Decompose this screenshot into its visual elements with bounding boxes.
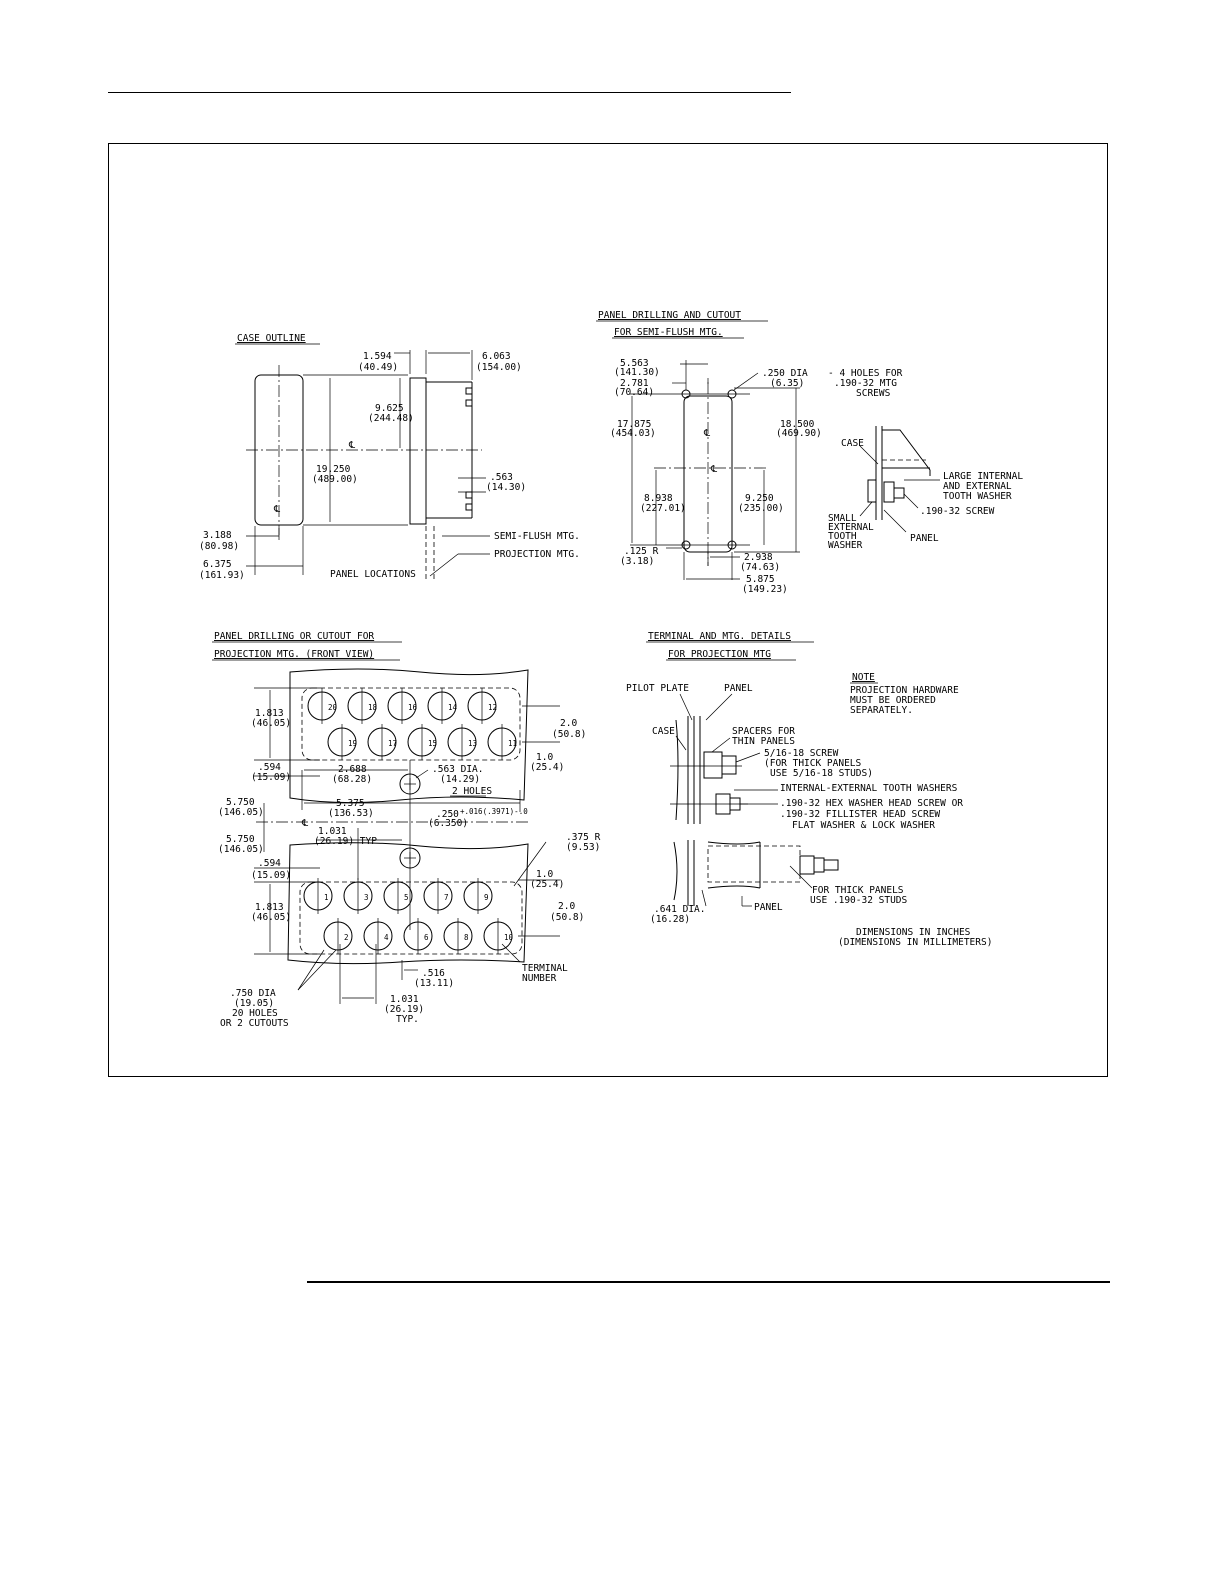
- dim-20-top-mm: (50.8): [552, 729, 587, 740]
- terminal-number: 7: [444, 893, 449, 902]
- large-washer-2: AND EXTERNAL: [943, 481, 1012, 492]
- small-washer-3: TOOTH: [828, 531, 857, 542]
- terminal-number: 3: [364, 893, 369, 902]
- dim-3188-mm: (80.98): [199, 541, 240, 552]
- dim-641-mm: (16.28): [650, 914, 691, 925]
- terminal-detail-view: [626, 631, 963, 925]
- dim-2781-mm: (70.64): [614, 387, 655, 398]
- dim-2938: 2.938: [744, 552, 773, 563]
- dim-5563-mm: (141.30): [614, 367, 660, 378]
- typ-label: TYP.: [396, 1014, 419, 1025]
- hex-screw-2: .190-32 FILLISTER HEAD SCREW: [780, 809, 941, 820]
- dim-1031-a-mm: (26.19) TYP: [314, 836, 377, 847]
- case-label: CASE: [841, 438, 864, 449]
- two-holes-label: 2 HOLES: [452, 786, 493, 797]
- semi-flush-view: [596, 310, 1023, 595]
- dim-516-mm: (13.11): [414, 978, 455, 989]
- terminal-number: 2: [344, 933, 349, 942]
- upper-assembly-plates: [676, 716, 700, 824]
- dim-125-r: .125 R: [624, 546, 659, 557]
- small-washer-1: SMALL: [828, 513, 857, 524]
- dim-18500: 18.500: [780, 419, 815, 430]
- dim-1031-b-mm: (26.19): [384, 1004, 425, 1015]
- dim-750-dia-mm: (19.05): [234, 998, 275, 1009]
- dim-6375: 6.375: [203, 559, 232, 570]
- dim-17875-mm: (454.03): [610, 428, 656, 439]
- terminal-number: 12: [488, 703, 498, 712]
- dim-250-tolerance: +.016(.3971)-.0: [460, 807, 528, 816]
- terminal-number: 4: [384, 933, 389, 942]
- projection-title-1: PANEL DRILLING OR CUTOUT FOR: [214, 631, 375, 642]
- case-centerline-label: ℄: [349, 440, 356, 451]
- case-side-flange: [410, 378, 426, 524]
- lower-assembly-plates: [674, 840, 694, 906]
- dim-5563: 5.563: [620, 358, 649, 369]
- dim-6063: 6.063: [482, 351, 511, 362]
- dim-19250-mm: (489.00): [312, 474, 358, 485]
- twenty-holes-label: 20 HOLES: [232, 1008, 278, 1019]
- dim-594-bot-mm: (15.09): [251, 870, 292, 881]
- dim-250: .250: [436, 809, 459, 820]
- dim-5875-mm: (149.23): [742, 584, 788, 595]
- terminal-number: 11: [508, 739, 518, 748]
- dim-5750-a-mm: (146.05): [218, 807, 264, 818]
- semi-flush-center-mark: ℄: [711, 464, 718, 475]
- note-line-2: MUST BE ORDERED: [850, 695, 936, 706]
- panel-label: PANEL: [910, 533, 939, 544]
- dim-2688: 2.688: [338, 764, 367, 775]
- holes-note-2: .190-32 MTG: [834, 378, 897, 389]
- dims-note-1: DIMENSIONS IN INCHES: [856, 927, 971, 938]
- dim-594-bot: .594: [258, 858, 281, 869]
- holes-note-3: SCREWS: [856, 388, 891, 399]
- dim-9625-mm: (244.48): [368, 413, 414, 424]
- terminal-number: 8: [464, 933, 469, 942]
- terminal-number: 14: [448, 703, 458, 712]
- terminal-number-1: TERMINAL: [522, 963, 568, 974]
- projection-label: PROJECTION MTG.: [494, 549, 580, 560]
- dim-10-top: 1.0: [536, 752, 554, 763]
- dim-1594-mm: (40.49): [358, 362, 399, 373]
- hex-screw-1: .190-32 HEX WASHER HEAD SCREW OR: [780, 798, 964, 809]
- dim-375-r-mm: (9.53): [566, 842, 601, 853]
- dim-563-dia: .563 DIA.: [432, 764, 484, 775]
- internal-external-washers: INTERNAL-EXTERNAL TOOTH WASHERS: [780, 783, 958, 794]
- hex-screw-3: FLAT WASHER & LOCK WASHER: [792, 820, 935, 831]
- dim-2938-mm: (74.63): [740, 562, 781, 573]
- dim-5875: 5.875: [746, 574, 775, 585]
- projection-centerline-label: ℄: [302, 818, 309, 829]
- holes-note-1: - 4 HOLES FOR: [828, 368, 903, 379]
- cutouts-label: OR 2 CUTOUTS: [220, 1018, 289, 1029]
- panel-locations-label: PANEL LOCATIONS: [330, 569, 416, 580]
- dim-2781: 2.781: [620, 378, 649, 389]
- terminal-number: 17: [388, 739, 398, 748]
- semi-flush-cl-label: ℄: [704, 428, 711, 439]
- lower-terminal-holes: [304, 878, 514, 954]
- semi-flush-label: SEMI-FLUSH MTG.: [494, 531, 580, 542]
- dim-641: .641 DIA.: [654, 904, 706, 915]
- semi-flush-title-2: FOR SEMI-FLUSH MTG.: [614, 327, 723, 338]
- terminal-number: 19: [348, 739, 358, 748]
- terminal-panel-label: PANEL: [724, 683, 753, 694]
- dim-563-dia-mm: (14.29): [440, 774, 481, 785]
- dim-20-bot-mm: (50.8): [550, 912, 585, 923]
- dim-18500-mm: (469.90): [776, 428, 822, 439]
- dim-9250: 9.250: [745, 493, 774, 504]
- dim-10-bot: 1.0: [536, 869, 554, 880]
- dim-1813-bot: 1.813: [255, 902, 284, 913]
- small-washer-4: WASHER: [828, 540, 863, 551]
- large-washer-1: LARGE INTERNAL: [943, 471, 1024, 482]
- note-title: NOTE: [852, 672, 875, 683]
- screw-5-16-2: (FOR THICK PANELS: [764, 758, 862, 769]
- dim-2688-mm: (68.28): [332, 774, 373, 785]
- dim-5750-b-mm: (146.05): [218, 844, 264, 855]
- terminal-number: 20: [328, 703, 338, 712]
- terminal-number: 18: [368, 703, 378, 712]
- dim-594-top-mm: (15.09): [251, 772, 292, 783]
- dim-516: .516: [422, 968, 445, 979]
- terminal-number: 1: [324, 893, 329, 902]
- terminal-number: 6: [424, 933, 429, 942]
- small-washer-2: EXTERNAL: [828, 522, 874, 533]
- dim-250-mm: (6.350): [428, 818, 469, 829]
- thick-panels-1: FOR THICK PANELS: [812, 885, 904, 896]
- dim-19250: 19.250: [316, 464, 351, 475]
- projection-title-2: PROJECTION MTG. (FRONT VIEW): [214, 649, 375, 660]
- projection-view: [212, 631, 601, 1029]
- spacers-2: THIN PANELS: [732, 736, 795, 747]
- dim-250-dia: .250 DIA: [762, 368, 808, 379]
- dim-6063-mm: (154.00): [476, 362, 522, 373]
- semi-flush-title-1: PANEL DRILLING AND CUTOUT: [598, 310, 741, 321]
- dim-125-mm: (3.18): [620, 556, 655, 567]
- dim-5375: 5.375: [336, 798, 365, 809]
- dim-563: .563: [490, 472, 513, 483]
- terminal-number: 16: [408, 703, 418, 712]
- dim-9625: 9.625: [375, 403, 404, 414]
- dim-250-mm: (6.35): [770, 378, 805, 389]
- dim-1031-b: 1.031: [390, 994, 419, 1005]
- screw-5-16-3: USE 5/16-18 STUDS): [770, 768, 873, 779]
- note-line-3: SEPARATELY.: [850, 705, 913, 716]
- dimensions-note: [838, 927, 992, 948]
- note-line-1: PROJECTION HARDWARE: [850, 685, 959, 696]
- dim-3188: 3.188: [203, 530, 232, 541]
- screw-5-16-1: 5/16-18 SCREW: [764, 748, 839, 759]
- terminal-number: 15: [428, 739, 438, 748]
- terminal-number: 10: [504, 933, 514, 942]
- lower-panel-label: PANEL: [754, 902, 783, 913]
- case-outline-title: CASE OUTLINE: [237, 333, 306, 344]
- screw-label: .190-32 SCREW: [920, 506, 995, 517]
- dim-10-top-mm: (25.4): [530, 762, 565, 773]
- dim-1594: 1.594: [363, 351, 392, 362]
- case-front-centerline-label: ℄: [274, 504, 281, 515]
- dim-20-bot: 2.0: [558, 901, 576, 912]
- terminal-number: 5: [404, 893, 409, 902]
- dim-1031-a: 1.031: [318, 826, 347, 837]
- dim-8938: 8.938: [644, 493, 673, 504]
- spacers-1: SPACERS FOR: [732, 726, 795, 737]
- terminal-title-2: FOR PROJECTION MTG: [668, 649, 771, 660]
- terminal-number-2: NUMBER: [522, 973, 557, 984]
- large-washer-3: TOOTH WASHER: [943, 491, 1012, 502]
- thick-panel-section: [708, 842, 760, 888]
- dim-10-bot-mm: (25.4): [530, 879, 565, 890]
- dim-5750-b: 5.750: [226, 834, 255, 845]
- dim-6375-mm: (161.93): [199, 570, 245, 581]
- dim-750-dia: .750 DIA: [230, 988, 276, 999]
- dim-1813-bot-mm: (46.05): [251, 912, 292, 923]
- thick-panels-2: USE .190-32 STUDS: [810, 895, 908, 906]
- pilot-plate-label: PILOT PLATE: [626, 683, 689, 694]
- dim-594-top: .594: [258, 762, 281, 773]
- dim-5375-mm: (136.53): [328, 808, 374, 819]
- dim-1813-top-mm: (46.05): [251, 718, 292, 729]
- dim-563-mm: (14.30): [486, 482, 527, 493]
- dim-5750-a: 5.750: [226, 797, 255, 808]
- dim-17875: 17.875: [617, 419, 652, 430]
- dim-20-top: 2.0: [560, 718, 578, 729]
- terminal-number: 13: [468, 739, 478, 748]
- terminal-title-1: TERMINAL AND MTG. DETAILS: [648, 631, 791, 642]
- terminal-case-label: CASE: [652, 726, 675, 737]
- dim-375-r: .375 R: [566, 832, 601, 843]
- dim-9250-mm: (235.00): [738, 503, 784, 514]
- dim-8938-mm: (227.01): [640, 503, 686, 514]
- upper-terminal-holes: [308, 688, 517, 760]
- note-block: [850, 672, 959, 716]
- dims-note-2: (DIMENSIONS IN MILLIMETERS): [838, 937, 993, 948]
- dim-1813-top: 1.813: [255, 708, 284, 719]
- terminal-number: 9: [484, 893, 489, 902]
- case-outline-view: [199, 333, 580, 581]
